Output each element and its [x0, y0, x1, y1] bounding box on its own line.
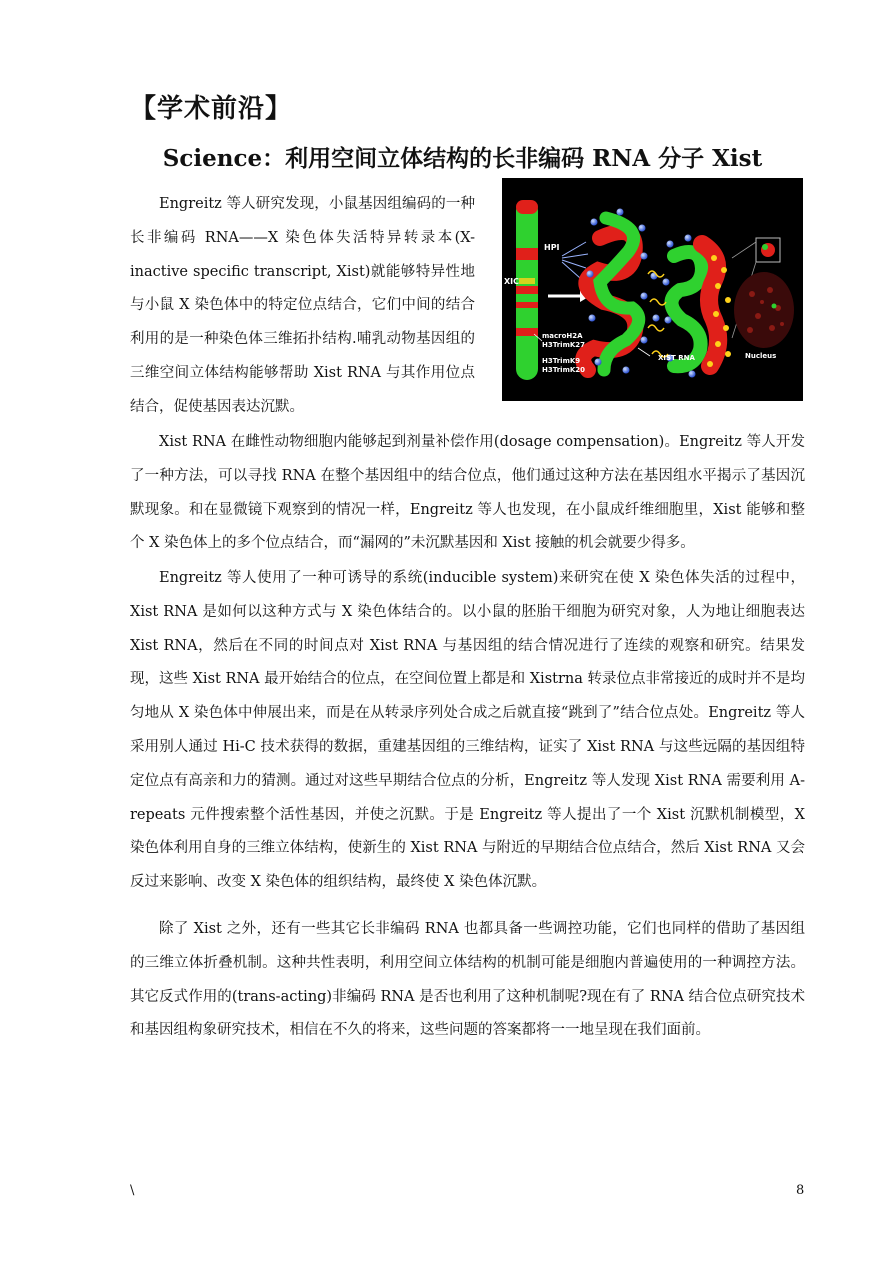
- paragraph-3: Engreitz 等人使用了一种可诱导的系统(inducible system)来研究在使 X 染色体失活的过程中，Xist RNA 是如何以这种方式与 X 染色体结合的。以小鼠的胚胎干细胞为研究对象，人为地让细胞表达 Xist RNA，然后在不同的时间点对 Xist RNA 与基因组的结合情况进行了连续的观察和研究。结果发现，这些 Xist RNA 最开始结合的位点，在空间位置上都是和 Xistrna 转录位点非常接近的成时并不是均匀地从 X 染色体中伸展出来，而是在从转录序列处合成之后就直接“跳到了”结合位点处。Engreitz 等人采用别人通过 Hi-C 技术获得的数据，重建基因组的三维结构，证实了 Xist RNA 与这些远隔的基因组特定位点有高亲和力的猜测。通过对这些早期结合位点的分析，Engreitz 等人发现 Xist RNA 需要利用 A-repeats 元件搜索整个活性基因，并使之沉默。于是 Engreitz 等人提出了一个 Xist 沉默机制模型，X 染色体利用自身的三维立体结构，使新生的 Xist RNA 与附近的早期结合位点结合，然后 Xist RNA 又会反过来影响、改变 X 染色体的组织结构，最终使 X 染色体沉默。: [130, 570, 805, 891]
- paragraph-2: Xist RNA 在雌性动物细胞内能够起到剂量补偿作用(dosage compensation)。Engreitz 等人开发了一种方法，可以寻找 RNA 在整个基因组中的结合位点，他们通过这种方法在基因组水平揭示了基因沉默现象。和在显微镜下观察到的情况一样，Engreitz 等人也发现，在小鼠成纤维细胞里，Xist 能够和整个 X 染色体上的多个位点结合，而“漏网的”未沉默基因和 Xist 接触的机会就要少得多。: [130, 434, 805, 552]
- label-hpi: HPI: [544, 243, 560, 252]
- label-h3trimk9: H3TrimK9: [542, 357, 581, 365]
- chromatin-coil-icon-2: [671, 244, 731, 367]
- label-h3trimk27: H3TrimK27: [542, 341, 586, 349]
- nucleus-inset-icon: [732, 238, 794, 348]
- section-tag: 【学术前沿】: [130, 94, 293, 124]
- footer-mark: \: [130, 1183, 135, 1198]
- article-title: Science：利用空间立体结构的长非编码 RNA 分子 Xist: [162, 145, 763, 172]
- page-number: 8: [796, 1183, 805, 1198]
- label-h3trimk20: H3TrimK20: [542, 366, 586, 374]
- chromosome-icon: [516, 200, 538, 380]
- paragraph-4: 除了 Xist 之外，还有一些其它长非编码 RNA 也都具备一些调控功能，它们也同样的借助了基因组的三维立体折叠机制。这种共性表明，利用空间立体结构的机制可能是细胞内普遍使用的一种调控方法。其它反式作用的(trans-acting)非编码 RNA 是否也利用了这种机制呢?现在有了 RNA 结合位点研究技术和基因组构象研究技术，相信在不久的将来，这些问题的答案都将一一地呈现在我们面前。: [130, 921, 805, 1039]
- label-macroh2a: macroH2A: [542, 332, 583, 340]
- chromatin-coil-icon: [583, 218, 639, 370]
- paragraph-1: Engreitz 等人研究发现，小鼠基因组编码的一种长非编码 RNA——X 染色体失活特异转录本(X-inactive specific transcript, Xist)就能够特异性地与小鼠 X 染色体中的特定位点结合，它们中间的结合利用的是一种染色体三维拓扑结构.哺乳动物基因组的三维空间立体结构能够帮助 Xist RNA 与其作用位点结合，促使基因表达沉默。: [130, 196, 475, 415]
- label-xic: XIC: [504, 277, 520, 286]
- xist-figure: [502, 178, 803, 401]
- xist-figure-graphic: [502, 178, 803, 401]
- label-xist-rna: XIST RNA: [658, 354, 695, 362]
- label-nucleus: Nucleus: [745, 352, 777, 360]
